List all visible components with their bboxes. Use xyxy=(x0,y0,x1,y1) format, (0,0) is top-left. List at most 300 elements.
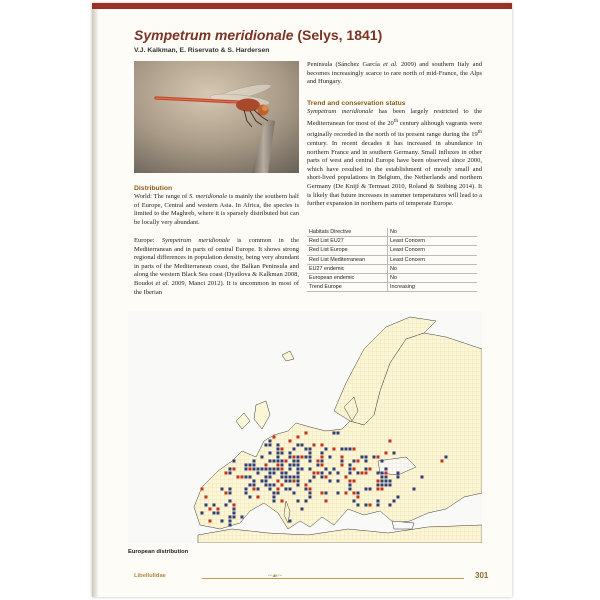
record-square xyxy=(249,484,252,487)
trend-text-part: century. In recent decades it has increased in abundance in northern France and in southern Germany. Small influxes in other parts of west and central Europe have been observed since 2000, which have resulted in the establishment of mostly small and short-lived populations in Belgium, the Netherlands and northern Germany (De Knijf & Termaat 2010, Roland & Stübing 2014). It is likely that future increases in summer temperatures will lead to a further expansion in northern parts of temperate Europe. xyxy=(307,140,482,208)
record-square xyxy=(213,504,216,507)
et-al: et al. xyxy=(155,279,170,287)
record-square xyxy=(305,500,308,503)
trend-heading: Trend and conservation status xyxy=(307,100,406,107)
world-distribution-text xyxy=(134,193,299,227)
record-square xyxy=(241,476,244,479)
record-square xyxy=(377,472,380,475)
record-square xyxy=(297,436,300,439)
table-row xyxy=(307,246,477,255)
record-square xyxy=(349,468,352,471)
record-square xyxy=(385,472,388,475)
record-square xyxy=(309,488,312,491)
record-square xyxy=(313,476,316,479)
record-square xyxy=(229,468,232,471)
record-square xyxy=(257,472,260,475)
record-square xyxy=(233,508,236,511)
europe-label: Europe: xyxy=(134,237,162,244)
record-square xyxy=(281,448,284,451)
title-species-name: Sympetrum meridionale xyxy=(134,27,294,43)
record-square xyxy=(213,512,216,515)
record-square xyxy=(369,504,372,507)
record-square xyxy=(261,468,264,471)
record-square xyxy=(353,480,356,483)
record-square xyxy=(317,472,320,475)
record-square xyxy=(269,472,272,475)
record-square xyxy=(285,460,288,463)
record-square xyxy=(385,468,388,471)
record-square xyxy=(289,452,292,455)
distribution-heading: Distribution xyxy=(134,185,173,192)
status-value: Increasing xyxy=(388,283,478,292)
record-square xyxy=(297,480,300,483)
record-square xyxy=(357,492,360,495)
record-square xyxy=(293,476,296,479)
authors-line: V.J. Kalkman, E. Riservato & S. Hardersen xyxy=(134,47,270,54)
record-square xyxy=(353,460,356,463)
record-square xyxy=(329,456,332,459)
status-value: Least Concern xyxy=(388,255,478,264)
record-square xyxy=(269,444,272,447)
record-square xyxy=(305,488,308,491)
trend-species-name: Sympetrum meridionale xyxy=(307,108,374,115)
record-square xyxy=(333,432,336,435)
record-square xyxy=(385,452,388,455)
record-square xyxy=(337,492,340,495)
et-al: et al. xyxy=(383,61,398,68)
record-square xyxy=(245,492,248,495)
record-square xyxy=(257,468,260,471)
record-square xyxy=(289,488,292,491)
record-square xyxy=(321,460,324,463)
record-square xyxy=(265,444,268,447)
record-square xyxy=(337,432,340,435)
record-square xyxy=(329,472,332,475)
record-square xyxy=(381,488,384,491)
record-square xyxy=(325,492,328,495)
record-square xyxy=(365,460,368,463)
record-square xyxy=(233,460,236,463)
record-square xyxy=(357,472,360,475)
record-square xyxy=(281,476,284,479)
record-square xyxy=(373,456,376,459)
europe-text-part: is common in the Mediterranean and in parts of central Europe. It shows strong regional differences in population density, being very abundant in parts of the Mediterranean coast, the Balkan Peninsula and along the western Black Sea coast (Dyatlova & Kalkman 2008, Boudot xyxy=(134,237,299,287)
record-square xyxy=(421,476,424,479)
record-square xyxy=(233,512,236,515)
book-page xyxy=(92,3,512,597)
table-row xyxy=(307,255,477,264)
record-square xyxy=(293,480,296,483)
continued-text-part: Peninsula (Sánchez García xyxy=(307,61,384,68)
record-square xyxy=(285,476,288,479)
record-square xyxy=(269,488,272,491)
record-square xyxy=(229,520,232,523)
record-square xyxy=(365,456,368,459)
trend-text xyxy=(307,108,482,209)
record-square xyxy=(245,464,248,467)
page-number: 301 xyxy=(475,571,489,580)
dragonfly-photo xyxy=(134,61,299,173)
record-square xyxy=(297,460,300,463)
world-label: World: xyxy=(134,193,152,200)
record-square xyxy=(393,500,396,503)
record-square xyxy=(265,476,268,479)
record-square xyxy=(333,468,336,471)
record-square xyxy=(365,504,368,507)
record-square xyxy=(381,460,384,463)
record-square xyxy=(341,464,344,467)
record-square xyxy=(289,468,292,471)
record-square xyxy=(353,500,356,503)
record-square xyxy=(245,468,248,471)
record-square xyxy=(277,456,280,459)
record-square xyxy=(265,464,268,467)
record-square xyxy=(253,464,256,467)
record-square xyxy=(357,460,360,463)
european-distribution-map xyxy=(128,311,482,543)
record-square xyxy=(297,484,300,487)
record-square xyxy=(269,484,272,487)
record-square xyxy=(301,444,304,447)
record-square xyxy=(269,452,272,455)
record-square xyxy=(345,476,348,479)
record-square xyxy=(305,484,308,487)
status-label: Trend Europe xyxy=(307,283,388,292)
record-square xyxy=(249,464,252,467)
record-square xyxy=(273,472,276,475)
record-square xyxy=(293,464,296,467)
record-square xyxy=(309,452,312,455)
record-square xyxy=(265,484,268,487)
record-square xyxy=(349,480,352,483)
distribution-continued-text xyxy=(307,61,482,87)
page-top-band xyxy=(92,3,512,9)
europe-species-name: Sympetrum meridionale xyxy=(161,237,230,244)
record-square xyxy=(381,484,384,487)
record-square xyxy=(353,492,356,495)
record-square xyxy=(217,512,220,515)
record-square xyxy=(253,488,256,491)
record-square xyxy=(249,468,252,471)
record-square xyxy=(377,488,380,491)
world-text-part: The range of xyxy=(151,193,189,200)
record-square xyxy=(273,468,276,471)
record-square xyxy=(293,448,296,451)
record-square xyxy=(349,484,352,487)
record-square xyxy=(269,460,272,463)
record-square xyxy=(393,452,396,455)
record-square xyxy=(313,444,316,447)
record-square xyxy=(237,476,240,479)
record-square xyxy=(281,484,284,487)
record-square xyxy=(273,484,276,487)
record-square xyxy=(225,472,228,475)
status-value: No xyxy=(388,274,478,283)
record-square xyxy=(317,464,320,467)
record-square xyxy=(301,456,304,459)
record-square xyxy=(221,520,224,523)
record-square xyxy=(309,468,312,471)
record-square xyxy=(277,448,280,451)
record-square xyxy=(273,492,276,495)
record-square xyxy=(325,448,328,451)
record-square xyxy=(249,496,252,499)
record-square xyxy=(381,472,384,475)
record-square xyxy=(341,456,344,459)
record-square xyxy=(305,432,308,435)
record-square xyxy=(361,456,364,459)
record-square xyxy=(377,456,380,459)
record-square xyxy=(341,460,344,463)
record-square xyxy=(309,448,312,451)
map-caption: European distribution xyxy=(128,549,189,555)
record-square xyxy=(341,448,344,451)
record-square xyxy=(229,488,232,491)
record-square xyxy=(365,468,368,471)
footer-ornament: ~☙~ xyxy=(268,572,282,580)
record-square xyxy=(413,488,416,491)
record-square xyxy=(297,468,300,471)
record-square xyxy=(397,472,400,475)
record-square xyxy=(289,440,292,443)
record-square xyxy=(445,456,448,459)
record-square xyxy=(249,476,252,479)
record-square xyxy=(397,496,400,499)
superscript: th xyxy=(393,117,399,124)
record-square xyxy=(229,524,232,527)
record-square xyxy=(297,500,300,503)
record-square xyxy=(273,500,276,503)
record-square xyxy=(233,516,236,519)
record-square xyxy=(389,484,392,487)
footer-family-label: Libellulidae xyxy=(134,573,166,579)
record-square xyxy=(389,504,392,507)
record-square xyxy=(377,504,380,507)
record-square xyxy=(297,472,300,475)
record-square xyxy=(385,484,388,487)
record-square xyxy=(369,488,372,491)
record-square xyxy=(285,472,288,475)
record-square xyxy=(369,468,372,471)
record-square xyxy=(325,500,328,503)
record-square xyxy=(225,504,228,507)
record-square xyxy=(353,448,356,451)
status-value: No xyxy=(388,228,478,237)
record-square xyxy=(309,460,312,463)
record-square xyxy=(385,480,388,483)
record-square xyxy=(285,480,288,483)
record-square xyxy=(241,516,244,519)
record-square xyxy=(321,476,324,479)
record-square xyxy=(265,468,268,471)
table-row xyxy=(307,274,477,283)
record-square xyxy=(397,476,400,479)
footer-rule xyxy=(202,578,464,579)
table-row xyxy=(307,237,477,246)
trend-text-part: century although vagrants were originally recorded in the north of its present range during the 19 xyxy=(307,119,482,139)
record-square xyxy=(205,496,208,499)
record-square xyxy=(281,452,284,455)
record-square xyxy=(321,456,324,459)
record-square xyxy=(309,480,312,483)
status-label: Red List EU27 xyxy=(307,237,388,246)
record-square xyxy=(285,488,288,491)
world-species-name: S. meridionale xyxy=(189,193,228,200)
record-square xyxy=(209,520,212,523)
record-square xyxy=(289,480,292,483)
status-label: Habitats Directive xyxy=(307,228,388,237)
record-square xyxy=(301,468,304,471)
record-square xyxy=(273,496,276,499)
title-author-year: (Selys, 1841) xyxy=(297,27,383,43)
record-square xyxy=(345,448,348,451)
record-square xyxy=(253,468,256,471)
europe-text-part: 2009, Manci 2012). It is uncommon in most of the Iberian xyxy=(134,279,299,296)
record-square xyxy=(245,476,248,479)
record-square xyxy=(281,468,284,471)
record-square xyxy=(257,488,260,491)
status-label: EU27 endemic xyxy=(307,264,388,273)
record-square xyxy=(265,480,268,483)
record-square xyxy=(277,460,280,463)
record-square xyxy=(305,456,308,459)
record-square xyxy=(349,448,352,451)
record-square xyxy=(309,492,312,495)
record-square xyxy=(253,460,256,463)
record-square xyxy=(289,520,292,523)
record-square xyxy=(321,472,324,475)
record-square xyxy=(201,488,204,491)
record-square xyxy=(381,476,384,479)
record-square xyxy=(365,472,368,475)
record-square xyxy=(277,488,280,491)
record-square xyxy=(377,480,380,483)
record-square xyxy=(201,512,204,515)
record-square xyxy=(365,488,368,491)
continued-text-part: 2009) and southern Italy and becomes increasingly scarce to rare north of mid-France, the Alps and Hungary. xyxy=(307,61,482,86)
record-square xyxy=(233,504,236,507)
record-square xyxy=(441,460,444,463)
record-square xyxy=(377,500,380,503)
species-title xyxy=(134,27,382,43)
record-square xyxy=(321,464,324,467)
record-square xyxy=(337,472,340,475)
status-label: European endemic xyxy=(307,274,388,283)
record-square xyxy=(277,444,280,447)
record-square xyxy=(277,452,280,455)
record-square xyxy=(357,504,360,507)
record-square xyxy=(293,460,296,463)
record-square xyxy=(253,480,256,483)
conservation-status-table xyxy=(307,228,477,292)
record-square xyxy=(269,468,272,471)
record-square xyxy=(257,496,260,499)
trend-text-part: has been largely restricted to the Mediterranean for most of the 20 xyxy=(307,108,483,127)
record-square xyxy=(297,464,300,467)
record-square xyxy=(205,504,208,507)
record-square xyxy=(321,444,324,447)
record-square xyxy=(281,472,284,475)
record-square xyxy=(389,440,392,443)
record-square xyxy=(281,460,284,463)
record-square xyxy=(289,456,292,459)
record-square xyxy=(229,492,232,495)
table-row xyxy=(307,283,477,292)
record-square xyxy=(353,468,356,471)
record-square xyxy=(289,476,292,479)
status-label: Red List Europe xyxy=(307,246,388,255)
record-square xyxy=(229,500,232,503)
record-square xyxy=(233,468,236,471)
record-square xyxy=(309,496,312,499)
record-square xyxy=(309,456,312,459)
status-value: No xyxy=(388,264,478,273)
record-square xyxy=(325,476,328,479)
record-square xyxy=(385,476,388,479)
status-value: Least Concern xyxy=(388,246,478,255)
record-square xyxy=(261,480,264,483)
record-square xyxy=(321,492,324,495)
world-text-part: is mainly the southern half of Europe, Central and western Asia. In Africa, the species is limited to the Maghreb, where it is sparsely distributed but can be locally very abundant. xyxy=(134,193,299,226)
record-square xyxy=(261,456,264,459)
record-square xyxy=(229,472,232,475)
record-square xyxy=(321,452,324,455)
record-square xyxy=(325,468,328,471)
record-square xyxy=(349,472,352,475)
record-square xyxy=(349,488,352,491)
table-row xyxy=(307,228,477,237)
record-square xyxy=(377,484,380,487)
record-square xyxy=(297,476,300,479)
status-label: Red List Mediterranean xyxy=(307,255,388,264)
record-square xyxy=(301,508,304,511)
record-square xyxy=(293,492,296,495)
record-square xyxy=(305,448,308,451)
record-square xyxy=(277,464,280,467)
record-square xyxy=(269,440,272,443)
record-square xyxy=(293,456,296,459)
record-square xyxy=(333,448,336,451)
record-square xyxy=(253,484,256,487)
record-square xyxy=(361,472,364,475)
record-square xyxy=(313,472,316,475)
superscript: th xyxy=(477,129,482,136)
record-square xyxy=(269,476,272,479)
record-square xyxy=(289,464,292,467)
record-square xyxy=(389,480,392,483)
record-square xyxy=(381,480,384,483)
record-square xyxy=(317,460,320,463)
record-square xyxy=(337,480,340,483)
europe-distribution-text xyxy=(134,237,299,297)
record-square xyxy=(329,480,332,483)
record-square xyxy=(221,488,224,491)
record-square xyxy=(225,492,228,495)
table-row xyxy=(307,264,477,273)
record-square xyxy=(297,444,300,447)
record-square xyxy=(281,464,284,467)
record-square xyxy=(273,460,276,463)
record-square xyxy=(281,500,284,503)
record-square xyxy=(277,480,280,483)
record-square xyxy=(217,508,220,511)
record-square xyxy=(277,492,280,495)
record-square xyxy=(209,508,212,511)
record-square xyxy=(345,492,348,495)
record-square xyxy=(277,468,280,471)
record-square xyxy=(357,496,360,499)
status-value: Least Concern xyxy=(388,237,478,246)
